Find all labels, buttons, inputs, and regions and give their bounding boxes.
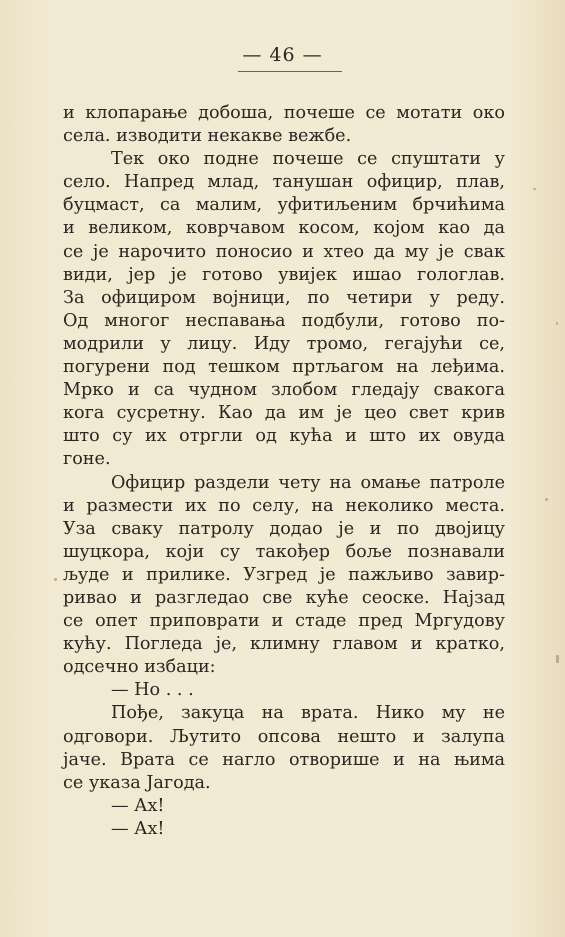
text-line: и клопарање добоша, почеше се мотати око — [63, 103, 505, 123]
page-number-rule — [238, 71, 342, 72]
text-line: Мрко и са чудном злобом гледају свакога — [63, 380, 505, 401]
paper-speck — [533, 188, 536, 190]
text-line: одговори. Љутито опсова нешто и залупа — [63, 726, 505, 747]
paper-speck — [556, 322, 558, 325]
text-line: Од многог неспавања подбули, готово по- — [63, 310, 505, 331]
text-line: се је нарочито поносио и хтео да му је свак — [63, 241, 505, 262]
text-line: модрили у лицу. Иду тромо, гегајући се, — [63, 333, 505, 354]
text-line: Пође, закуца на врата. Нико му не — [111, 703, 505, 724]
paragraph — [63, 818, 505, 841]
page-number: — 46 — — [242, 44, 323, 66]
text-line: села. изводити некакве вежбе. — [63, 126, 352, 147]
text-line: шуцкора, који су такођер боље познавали — [63, 541, 505, 562]
text-line: кућу. Погледа је, климну главом и кратко, — [63, 634, 505, 655]
text-line: кога сусретну. Као да им је цео свет крив — [63, 403, 505, 424]
text-line: — Ах! — [111, 818, 165, 839]
text-line: се указа Јагода. — [63, 772, 211, 793]
paper-speck — [545, 498, 548, 501]
text-line: се опет приповрати и стаде пред Мргудову — [63, 611, 505, 632]
text-line: што су их отргли од кућа и што их овуда — [63, 426, 505, 447]
text-line: — Ах! — [111, 795, 165, 816]
paragraph — [63, 148, 505, 471]
text-line: гоне. — [63, 449, 111, 470]
text-line: За официром војници, по четири у реду. — [63, 287, 505, 308]
text-line: јаче. Врата се нагло отворише и на њима — [63, 749, 505, 770]
text-line: Тек око подне почеше се спуштати у — [111, 149, 505, 170]
text-line: Официр раздели чету на омање патроле — [111, 472, 505, 493]
text-line: и размести их по селу, на неколико места. — [63, 495, 505, 516]
paragraph — [63, 702, 505, 794]
paragraph — [63, 679, 505, 702]
text-line: буцмаст, са малим, уфитиљеним брчићима — [63, 195, 505, 216]
text-line: село. Напред млад, танушан официр, плав, — [63, 172, 505, 193]
paragraph — [63, 472, 505, 680]
paper-speck — [54, 578, 57, 581]
text-line: — Но . . . — [111, 680, 194, 701]
paragraph — [63, 102, 505, 148]
text-line: и великом, коврчавом косом, којом као да — [63, 218, 505, 239]
text-line: погурени под тешком пртљагом на леђима. — [63, 357, 505, 378]
paragraph — [63, 795, 505, 818]
text-line: људе и прилике. Узгред је пажљиво завир- — [63, 564, 505, 585]
text-line: види, јер је готово увијек ишао гологлав. — [63, 264, 505, 285]
text-line: одсечно избаци: — [63, 657, 216, 678]
body-text — [63, 102, 505, 841]
paper-speck — [556, 655, 559, 663]
text-line: Уза сваку патролу додао је и по двојицу — [63, 518, 505, 539]
text-line: ривао и разгледао све куће сеоске. Најзад — [63, 587, 505, 608]
